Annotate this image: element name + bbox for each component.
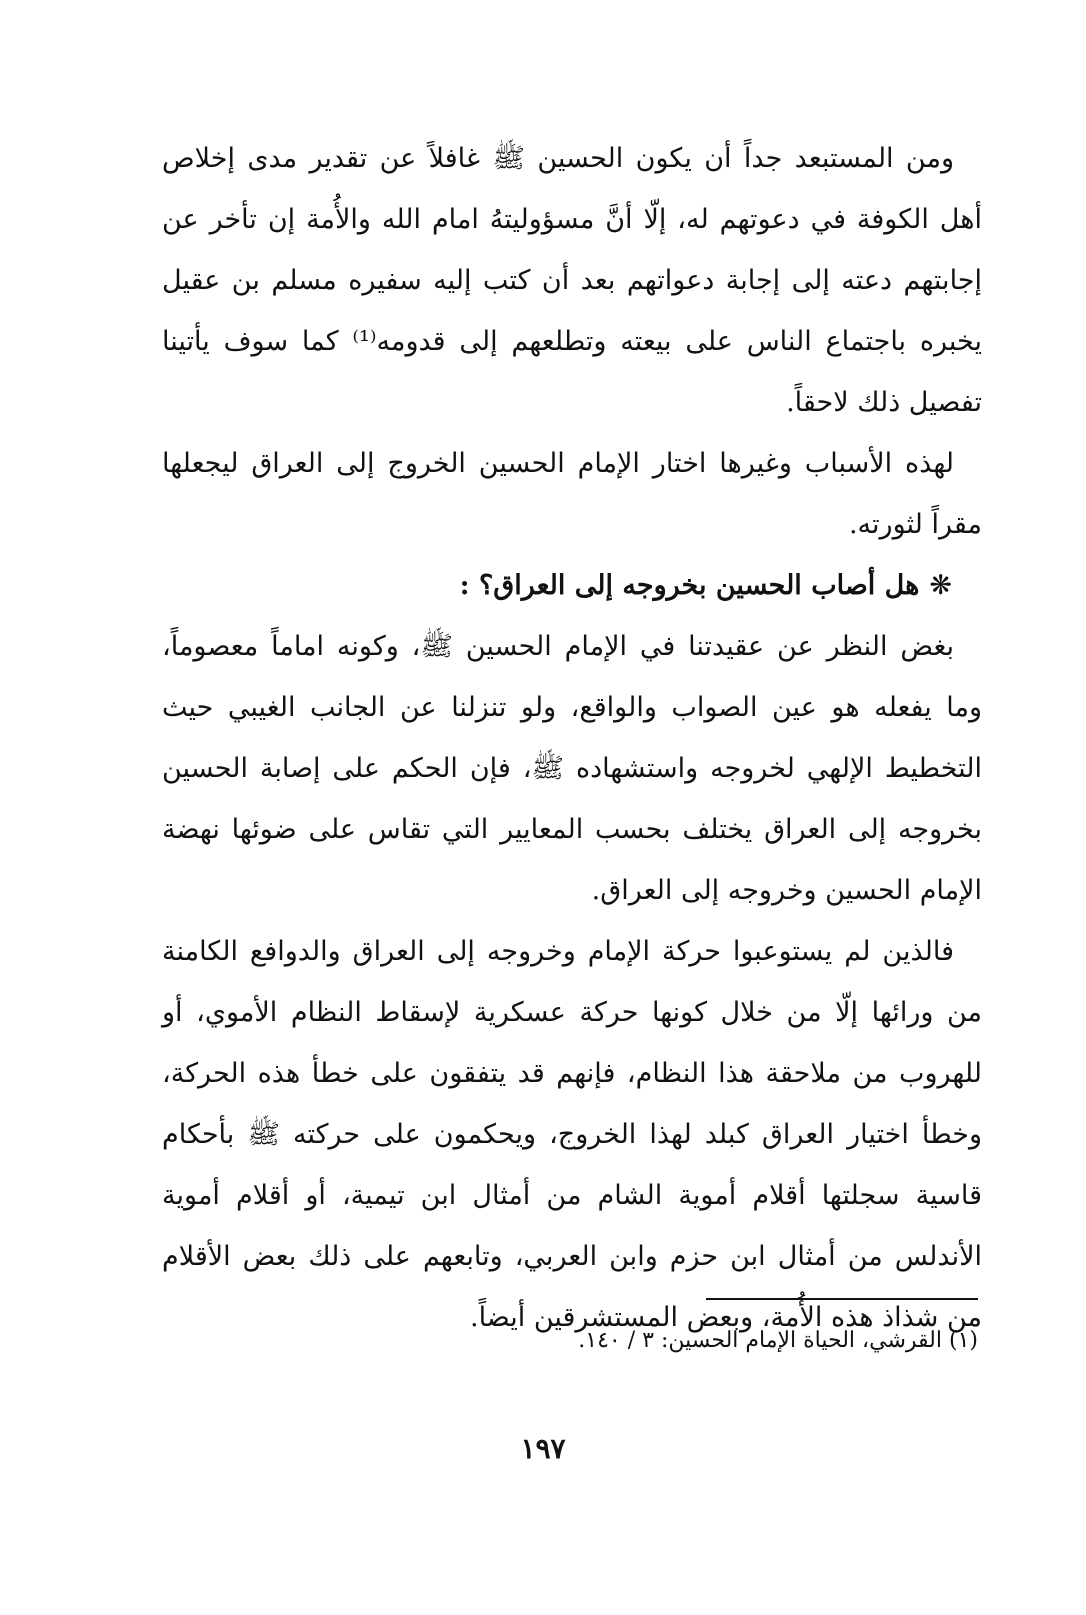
body-text [162,128,982,1348]
section-heading [162,555,982,616]
paragraph-4: فالذين لم يستوعبوا حركة الإمام وخروجه إلى العراق والدوافع الكامنة من ورائها إلّا من خلال كونها حركة عسكرية لإسقاط النظام الأموي، أو للهروب من ملاحقة هذا النظام، فإنهم قد يتفقون على خطأ هذه الحركة، وخطأ اختيار العراق كبلد لهذا الخروج، ويحكمون على حركته ﷺ بأحكام قاسية سجلتها أقلام أموية الشام من أمثال ابن تيمية، أو أقلام أموية الأندلس من أمثال ابن حزم وابن العربي، وتابعهم على ذلك بعض الأقلام من شذاذ هذه الأُمة، وبعض المستشرقين أيضاً. [162,936,982,1333]
footnote: (١) القرشي، الحياة الإمام الحسين: ٣ / ١٤٠. [578,1328,978,1353]
page-number: ١٩٧ [520,1432,566,1465]
paragraph-3: بغض النظر عن عقيدتنا في الإمام الحسين ﷺ، وكونه اماماً معصوماً، وما يفعله هو عين الصواب والواقع، ولو تنزلنا عن الجانب الغيبي حيث التخطيط الإلهي لخروجه واستشهاده ﷺ، فإن الحكم على إصابة الحسين بخروجه إلى العراق يختلف بحسب المعايير التي تقاس على ضوئها نهضة الإمام الحسين وخروجه إلى العراق. [162,631,982,906]
footnote-divider [706,1298,978,1300]
section-heading-text: هل أصاب الحسين بخروجه إلى العراق؟ : [459,570,920,601]
paragraph-1: ومن المستبعد جداً أن يكون الحسين ﷺ غافلاً عن تقدير مدى إخلاص أهل الكوفة في دعوتهم له، إلّا أنَّ مسؤوليتهُ امام الله والأُمة إن تأخر عن إجابتهم دعته إلى إجابة دعواتهم بعد أن كتب إليه سفيره مسلم بن عقيل يخبره باجتماع الناس على بيعته وتطلعهم إلى قدومه⁽¹⁾ كما سوف يأتينا تفصيل ذلك لاحقاً. [162,143,983,418]
paragraph-2: لهذه الأسباب وغيرها اختار الإمام الحسين الخروج إلى العراق ليجعلها مقراً لثورته. [162,448,982,540]
asterism-icon: ❋ [929,570,952,601]
